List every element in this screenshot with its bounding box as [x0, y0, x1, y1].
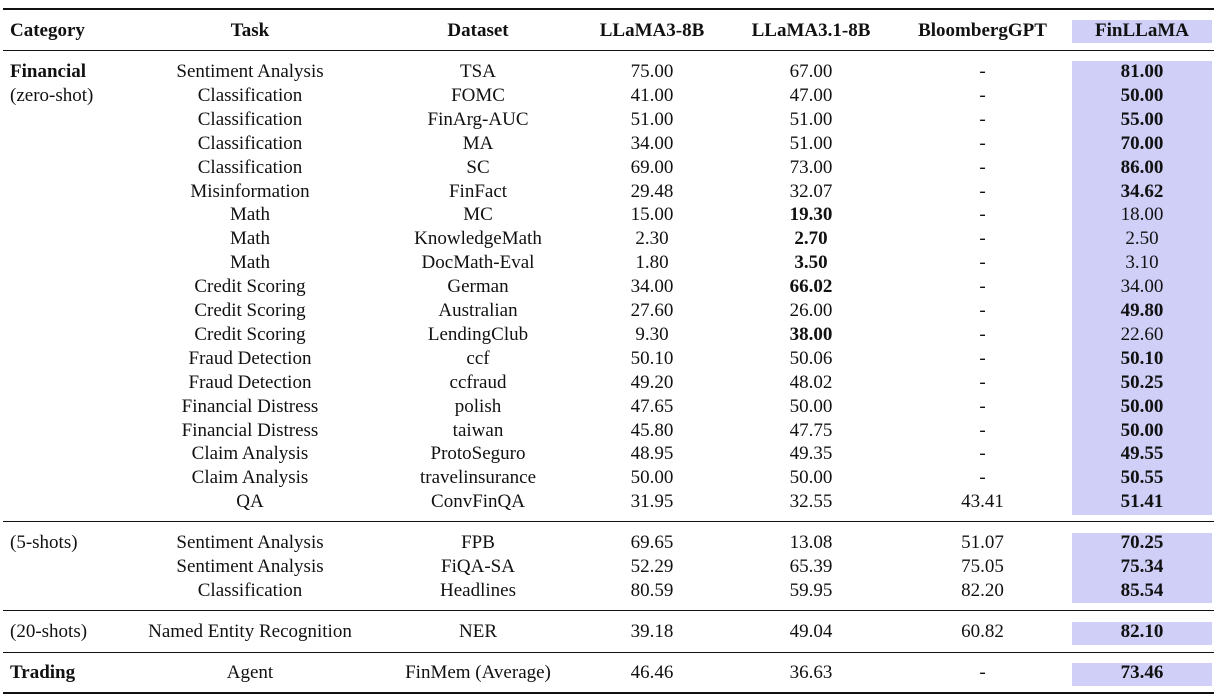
bloomberggpt-cell: -	[979, 276, 986, 297]
task-cell: Classification	[197, 109, 303, 130]
llama3-1-8b-cell: 49.04	[789, 621, 833, 642]
llama3-8b-cell: 75.00	[630, 61, 674, 82]
llama3-1-8b-cell: 36.63	[789, 662, 833, 683]
bloomberggpt-cell: -	[979, 467, 986, 488]
category-label: Trading	[10, 662, 76, 683]
dataset-cell: polish	[454, 396, 502, 417]
llama3-8b-cell: 48.95	[630, 443, 674, 464]
category-label: Financial	[10, 61, 87, 82]
llama3-8b-cell: 1.80	[635, 252, 669, 273]
bloomberggpt-cell: 51.07	[961, 532, 1004, 553]
bloomberggpt-cell: 75.05	[961, 556, 1004, 577]
dataset-cell: FinMem (Average)	[405, 662, 551, 683]
dataset-cell: ccf	[466, 348, 490, 369]
finllama-cell: 75.34	[1120, 556, 1164, 577]
finllama-cell: 51.41	[1120, 491, 1164, 512]
finllama-cell: 50.55	[1120, 467, 1164, 488]
llama3-1-8b-cell: 67.00	[789, 61, 833, 82]
bloomberggpt-cell: -	[979, 109, 986, 130]
bloomberggpt-cell: -	[979, 228, 986, 249]
llama3-1-8b-cell: 26.00	[789, 300, 833, 321]
dataset-cell: taiwan	[452, 420, 504, 441]
section-rule	[3, 521, 1214, 522]
llama3-8b-cell: 34.00	[630, 133, 674, 154]
header-finllama: FinLLaMA	[1095, 20, 1189, 41]
dataset-cell: FiQA-SA	[441, 556, 515, 577]
llama3-8b-cell: 51.00	[630, 109, 674, 130]
category-sublabel: (20-shots)	[10, 621, 88, 642]
task-cell: Credit Scoring	[194, 324, 306, 345]
llama3-1-8b-cell: 51.00	[789, 133, 833, 154]
llama3-1-8b-cell: 49.35	[789, 443, 833, 464]
llama3-1-8b-cell: 66.02	[789, 276, 833, 297]
finllama-cell: 81.00	[1120, 61, 1164, 82]
dataset-cell: KnowledgeMath	[414, 228, 542, 249]
llama3-8b-cell: 31.95	[630, 491, 674, 512]
finllama-cell: 82.10	[1120, 621, 1164, 642]
task-cell: Fraud Detection	[188, 372, 312, 393]
bloomberggpt-cell: -	[979, 181, 986, 202]
dataset-cell: MC	[463, 204, 493, 225]
task-cell: Fraud Detection	[188, 348, 312, 369]
dataset-cell: FPB	[461, 532, 495, 553]
finllama-cell: 49.80	[1120, 300, 1164, 321]
dataset-cell: FinArg-AUC	[427, 109, 529, 130]
finllama-cell: 18.00	[1120, 204, 1164, 225]
header-dataset: Dataset	[447, 20, 509, 41]
dataset-cell: FOMC	[451, 85, 505, 106]
bloomberggpt-cell: -	[979, 61, 986, 82]
finllama-cell: 70.25	[1120, 532, 1164, 553]
bloomberggpt-cell: -	[979, 204, 986, 225]
bloomberggpt-cell: -	[979, 85, 986, 106]
finllama-cell: 22.60	[1120, 324, 1164, 345]
finllama-cell: 85.54	[1120, 580, 1164, 601]
llama3-8b-cell: 27.60	[630, 300, 674, 321]
finllama-cell: 70.00	[1120, 133, 1164, 154]
finllama-cell: 50.00	[1120, 85, 1164, 106]
category-sublabel: (5-shots)	[10, 532, 78, 553]
bloomberggpt-cell: -	[979, 133, 986, 154]
llama3-8b-cell: 39.18	[630, 621, 674, 642]
finllama-cell: 55.00	[1120, 109, 1164, 130]
task-cell: Math	[229, 204, 271, 225]
task-cell: Sentiment Analysis	[176, 556, 324, 577]
llama3-1-8b-cell: 51.00	[789, 109, 833, 130]
llama3-1-8b-cell: 47.75	[789, 420, 833, 441]
dataset-cell: ProtoSeguro	[430, 443, 526, 464]
finllama-cell: 50.10	[1120, 348, 1164, 369]
header-bloomberggpt: BloombergGPT	[918, 20, 1047, 41]
llama3-1-8b-cell: 13.08	[789, 532, 833, 553]
bloomberggpt-cell: 43.41	[961, 491, 1004, 512]
llama3-8b-cell: 45.80	[630, 420, 674, 441]
llama3-1-8b-cell: 50.00	[789, 396, 833, 417]
header-llama3-8b: LLaMA3-8B	[599, 20, 705, 41]
finllama-cell: 50.00	[1120, 396, 1164, 417]
llama3-1-8b-cell: 48.02	[789, 372, 833, 393]
category-sublabel: (zero-shot)	[10, 85, 94, 106]
llama3-1-8b-cell: 38.00	[789, 324, 833, 345]
finllama-cell: 50.25	[1120, 372, 1164, 393]
llama3-8b-cell: 41.00	[630, 85, 674, 106]
finllama-cell: 49.55	[1120, 443, 1164, 464]
llama3-1-8b-cell: 3.50	[794, 252, 828, 273]
finllama-cell: 34.62	[1120, 181, 1164, 202]
bloomberggpt-cell: -	[979, 662, 986, 683]
llama3-1-8b-cell: 32.07	[789, 181, 833, 202]
llama3-8b-cell: 80.59	[630, 580, 674, 601]
llama3-1-8b-cell: 47.00	[789, 85, 833, 106]
task-cell: Classification	[197, 580, 303, 601]
header-rule	[3, 50, 1214, 51]
dataset-cell: LendingClub	[427, 324, 529, 345]
bloomberggpt-cell: -	[979, 252, 986, 273]
bloomberggpt-cell: -	[979, 300, 986, 321]
task-cell: Financial Distress	[181, 396, 319, 417]
bloomberggpt-cell: -	[979, 348, 986, 369]
task-cell: Agent	[226, 662, 274, 683]
finllama-cell: 3.10	[1125, 252, 1159, 273]
dataset-cell: travelinsurance	[419, 467, 537, 488]
section-rule	[3, 652, 1214, 653]
llama3-8b-cell: 50.10	[630, 348, 674, 369]
dataset-cell: DocMath-Eval	[421, 252, 535, 273]
finllama-cell: 50.00	[1120, 420, 1164, 441]
top-rule	[3, 8, 1214, 10]
dataset-cell: ConvFinQA	[431, 491, 525, 512]
llama3-1-8b-cell: 2.70	[794, 228, 828, 249]
task-cell: Classification	[197, 133, 303, 154]
llama3-1-8b-cell: 59.95	[789, 580, 833, 601]
llama3-8b-cell: 15.00	[630, 204, 674, 225]
bloomberggpt-cell: -	[979, 420, 986, 441]
task-cell: Math	[229, 252, 271, 273]
task-cell: Credit Scoring	[194, 276, 306, 297]
section-rule	[3, 610, 1214, 611]
bloomberggpt-cell: -	[979, 396, 986, 417]
task-cell: Claim Analysis	[191, 467, 309, 488]
dataset-cell: SC	[466, 157, 490, 178]
task-cell: Misinformation	[190, 181, 310, 202]
llama3-8b-cell: 52.29	[630, 556, 674, 577]
task-cell: Credit Scoring	[194, 300, 306, 321]
dataset-cell: TSA	[460, 61, 496, 82]
llama3-8b-cell: 69.65	[630, 532, 674, 553]
dataset-cell: NER	[459, 621, 497, 642]
llama3-1-8b-cell: 73.00	[789, 157, 833, 178]
llama3-1-8b-cell: 19.30	[789, 204, 833, 225]
dataset-cell: Australian	[438, 300, 518, 321]
task-cell: QA	[236, 491, 264, 512]
llama3-8b-cell: 34.00	[630, 276, 674, 297]
llama3-1-8b-cell: 50.06	[789, 348, 833, 369]
dataset-cell: FinFact	[448, 181, 508, 202]
llama3-8b-cell: 50.00	[630, 467, 674, 488]
dataset-cell: German	[447, 276, 509, 297]
task-cell: Named Entity Recognition	[148, 621, 352, 642]
bloomberggpt-cell: -	[979, 443, 986, 464]
task-cell: Financial Distress	[181, 420, 319, 441]
llama3-1-8b-cell: 32.55	[789, 491, 833, 512]
task-cell: Classification	[197, 157, 303, 178]
bloomberggpt-cell: -	[979, 157, 986, 178]
bloomberggpt-cell: 60.82	[961, 621, 1004, 642]
finllama-cell: 73.46	[1120, 662, 1164, 683]
llama3-8b-cell: 46.46	[630, 662, 674, 683]
task-cell: Sentiment Analysis	[176, 61, 324, 82]
bloomberggpt-cell: -	[979, 324, 986, 345]
finllama-cell: 86.00	[1120, 157, 1164, 178]
bloomberggpt-cell: -	[979, 372, 986, 393]
dataset-cell: ccfraud	[449, 372, 507, 393]
finllama-cell: 2.50	[1125, 228, 1159, 249]
llama3-1-8b-cell: 50.00	[789, 467, 833, 488]
task-cell: Claim Analysis	[191, 443, 309, 464]
llama3-8b-cell: 2.30	[635, 228, 669, 249]
llama3-8b-cell: 47.65	[630, 396, 674, 417]
dataset-cell: Headlines	[440, 580, 516, 601]
finllama-cell: 34.00	[1120, 276, 1164, 297]
header-task: Task	[230, 20, 270, 41]
dataset-cell: MA	[462, 133, 494, 154]
llama3-8b-cell: 9.30	[635, 324, 669, 345]
llama3-1-8b-cell: 65.39	[789, 556, 833, 577]
header-category: Category	[10, 20, 85, 41]
llama3-8b-cell: 69.00	[630, 157, 674, 178]
header-llama3-1-8b: LLaMA3.1-8B	[751, 20, 871, 41]
llama3-8b-cell: 49.20	[630, 372, 674, 393]
task-cell: Sentiment Analysis	[176, 532, 324, 553]
task-cell: Classification	[197, 85, 303, 106]
task-cell: Math	[229, 228, 271, 249]
bloomberggpt-cell: 82.20	[961, 580, 1004, 601]
llama3-8b-cell: 29.48	[630, 181, 674, 202]
bottom-rule	[3, 692, 1214, 694]
